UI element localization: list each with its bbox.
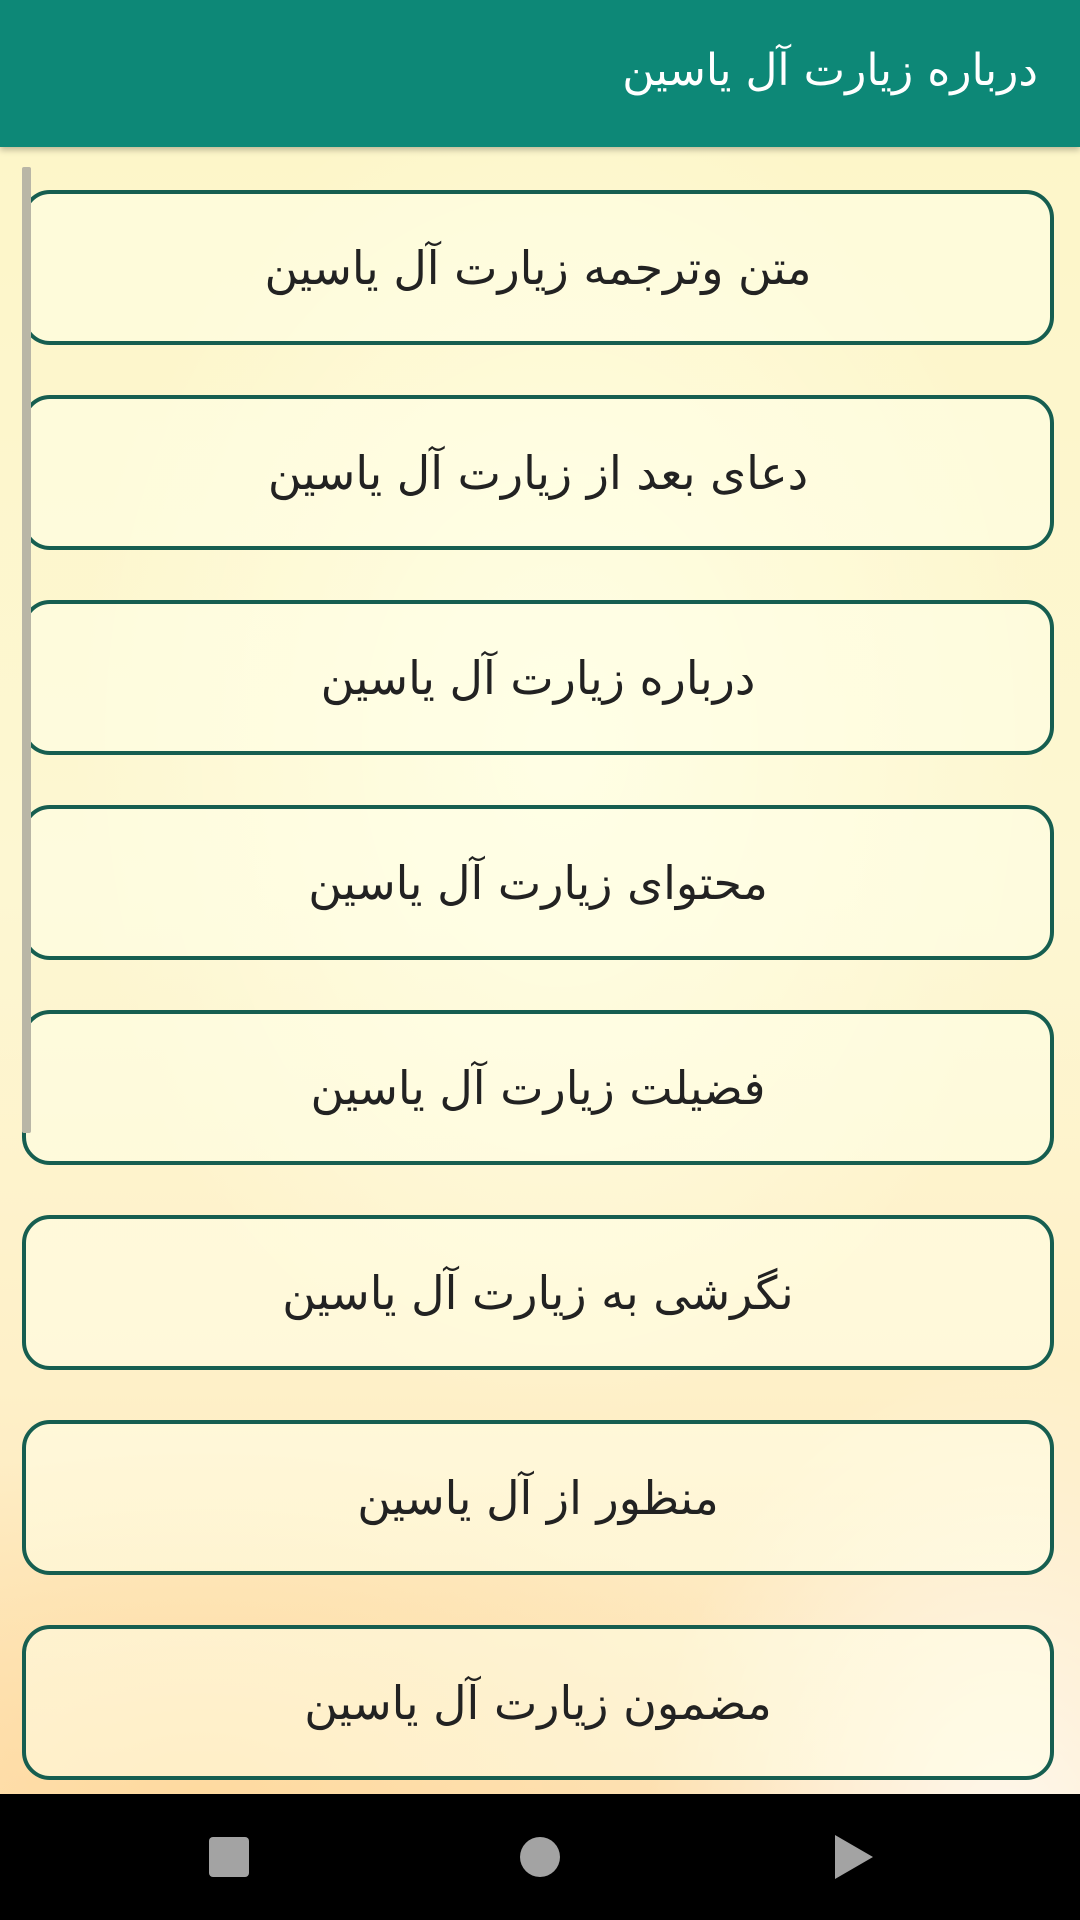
menu-item-label: منظور از آل یاسین xyxy=(357,1470,719,1525)
recents-button[interactable] xyxy=(194,1822,264,1892)
menu-item-label: مضمون زیارت آل یاسین xyxy=(304,1675,772,1730)
back-button[interactable] xyxy=(816,1822,886,1892)
scrollbar[interactable] xyxy=(22,167,31,1133)
system-navigation-bar xyxy=(0,1794,1080,1920)
menu-item-content[interactable] xyxy=(22,805,1054,960)
home-circle-icon xyxy=(520,1837,560,1877)
menu-item-label: نگرشی به زیارت آل یاسین xyxy=(282,1265,794,1320)
menu-item-meaning[interactable] xyxy=(22,1420,1054,1575)
menu-item-label: محتوای زیارت آل یاسین xyxy=(308,855,768,910)
menu-item-label: متن وترجمه زیارت آل یاسین xyxy=(264,240,812,295)
menu-item-label: دعای بعد از زیارت آل یاسین xyxy=(267,445,809,500)
home-button[interactable] xyxy=(505,1822,575,1892)
menu-item-theme[interactable] xyxy=(22,1625,1054,1780)
back-triangle-icon xyxy=(835,1835,873,1879)
menu-item-label: درباره زیارت آل یاسین xyxy=(320,650,756,705)
menu-item-outlook[interactable] xyxy=(22,1215,1054,1370)
page-title: درباره زیارت آل یاسین xyxy=(622,45,1038,96)
menu-item-about[interactable] xyxy=(22,600,1054,755)
menu-item-after-prayer[interactable] xyxy=(22,395,1054,550)
menu-item-virtue[interactable] xyxy=(22,1010,1054,1165)
menu-item-label: فضیلت زیارت آل یاسین xyxy=(310,1060,766,1115)
recents-square-icon xyxy=(209,1837,249,1877)
menu-list[interactable] xyxy=(0,147,1080,1794)
app-bar xyxy=(0,0,1080,147)
menu-item-text-translation[interactable] xyxy=(22,190,1054,345)
